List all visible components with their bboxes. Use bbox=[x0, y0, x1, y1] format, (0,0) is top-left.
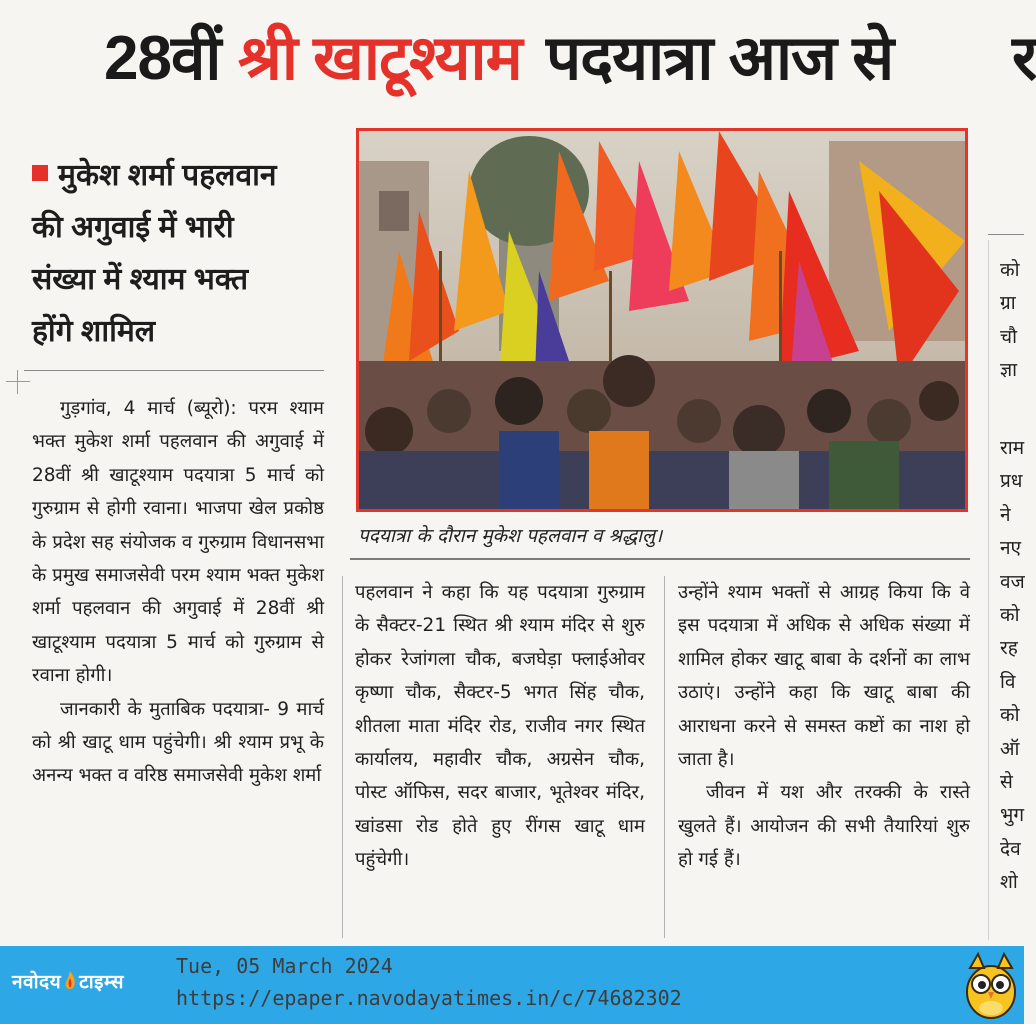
epaper-link[interactable]: https://epaper.navodayatimes.in/c/74682302 bbox=[176, 986, 682, 1010]
column-divider bbox=[664, 576, 665, 938]
procession-photo-illustration bbox=[359, 131, 965, 509]
adjacent-column-divider bbox=[988, 240, 989, 940]
headline bbox=[0, 14, 1036, 104]
article-column-2 bbox=[355, 576, 645, 877]
caption-divider bbox=[350, 558, 970, 560]
headline-highlight: श्री खाटूश्याम bbox=[238, 24, 522, 93]
article-paragraph: जीवन में यश और तरक्की के रास्ते खुलते हैं। आयोजन की सभी तैयारियां शुरु हो गई हैं। bbox=[678, 782, 970, 871]
flame-logo-icon bbox=[62, 970, 78, 992]
subheadline-line: की अगुवाई में भारी bbox=[32, 211, 234, 244]
article-column-1 bbox=[32, 392, 324, 793]
photo-caption: पदयात्रा के दौरान मुकेश पहलवान व श्रद्धालु। bbox=[358, 525, 663, 547]
subheadline bbox=[32, 150, 332, 358]
brand-logo[interactable]: नवोदय टाइम्स bbox=[12, 972, 124, 993]
procession-photo bbox=[356, 128, 968, 512]
subheadline-line: मुकेश शर्मा पहलवान bbox=[32, 150, 332, 202]
crosshair-mark-icon bbox=[6, 370, 30, 394]
adjacent-article-fragment: को ग्रा चौ ज्ञा bbox=[1000, 259, 1020, 382]
article-paragraph: जानकारी के मुताबिक पदयात्रा- 9 मार्च को श्री खाटू धाम पहुंचेगी। श्री श्याम प्रभू के अनन्य भक्त व वरिष्ठ समाजसेवी मुकेश शर्मा bbox=[32, 698, 324, 787]
headline-next-article-edge: र bbox=[1012, 24, 1036, 93]
owl-mascot-icon bbox=[962, 950, 1020, 1020]
article-paragraph: गुड़गांव, 4 मार्च (ब्यूरो): परम श्याम भक्त मुकेश शर्मा पहलवान की अगुवाई में 28वीं श्री खाटूश्याम पदयात्रा 5 मार्च को गुरुग्राम से होगी रवाना। भाजपा खेल प्रकोष्ठ के प्रदेश सह संयोजक व गुरुग्राम विधानसभा के प्रमुख समाजसेवी परम श्याम भक्त मुकेश शर्मा पहलवान की अगुवाई में 28वीं श्री खाटूश्याम पदयात्रा 5 मार्च को गुरुग्राम से रवाना होगी। bbox=[32, 398, 324, 687]
adjacent-article-fragment: राम प्रध ने नए वज को रह वि को ऑ से भुग देव शो bbox=[1000, 437, 1025, 894]
subheadline-line: होंगे शामिल bbox=[32, 315, 156, 348]
edition-date: Tue, 05 March 2024 bbox=[176, 954, 393, 978]
article-column-3 bbox=[678, 576, 970, 877]
subheadline-divider bbox=[24, 370, 324, 371]
epaper-footer bbox=[0, 946, 1024, 1024]
column-divider bbox=[342, 576, 343, 938]
subheadline-line: संख्या में श्याम भक्त bbox=[32, 263, 249, 296]
red-square-bullet-icon bbox=[32, 165, 48, 181]
article-paragraph: उन्होंने श्याम भक्तों से आग्रह किया कि वे इस पदयात्रा में अधिक से अधिक संख्या में शामिल होकर खाटू बाबा के दर्शनों का लाभ उठाएं। उन्होंने कहा कि खाटू बाबा की आराधना करने से समस्त कष्टों का नाश हो जाता है। bbox=[678, 582, 970, 771]
article-paragraph: पहलवान ने कहा कि यह पदयात्रा गुरुग्राम के सैक्टर-21 स्थित श्री श्याम मंदिर से शुरु होकर रेजांगला चौक, बजघेड़ा फ्लाईओवर कृष्णा चौक, सैक्टर-5 भगत सिंह चौक, शीतला माता मंदिर रोड, राजीव नगर स्थित कार्यालय, महावीर चौक, अग्रसेन चौक, पोस्ट ऑफिस, सदर बाजार, भूतेश्वर मंदिर, खांडसा रोड होते हुए रींगस खाटू धाम पहुंचेगी। bbox=[355, 582, 645, 871]
headline-number: 28वीं bbox=[104, 24, 221, 93]
headline-rest: पदयात्रा आज से bbox=[546, 24, 894, 93]
adjacent-article-divider bbox=[988, 234, 1024, 235]
